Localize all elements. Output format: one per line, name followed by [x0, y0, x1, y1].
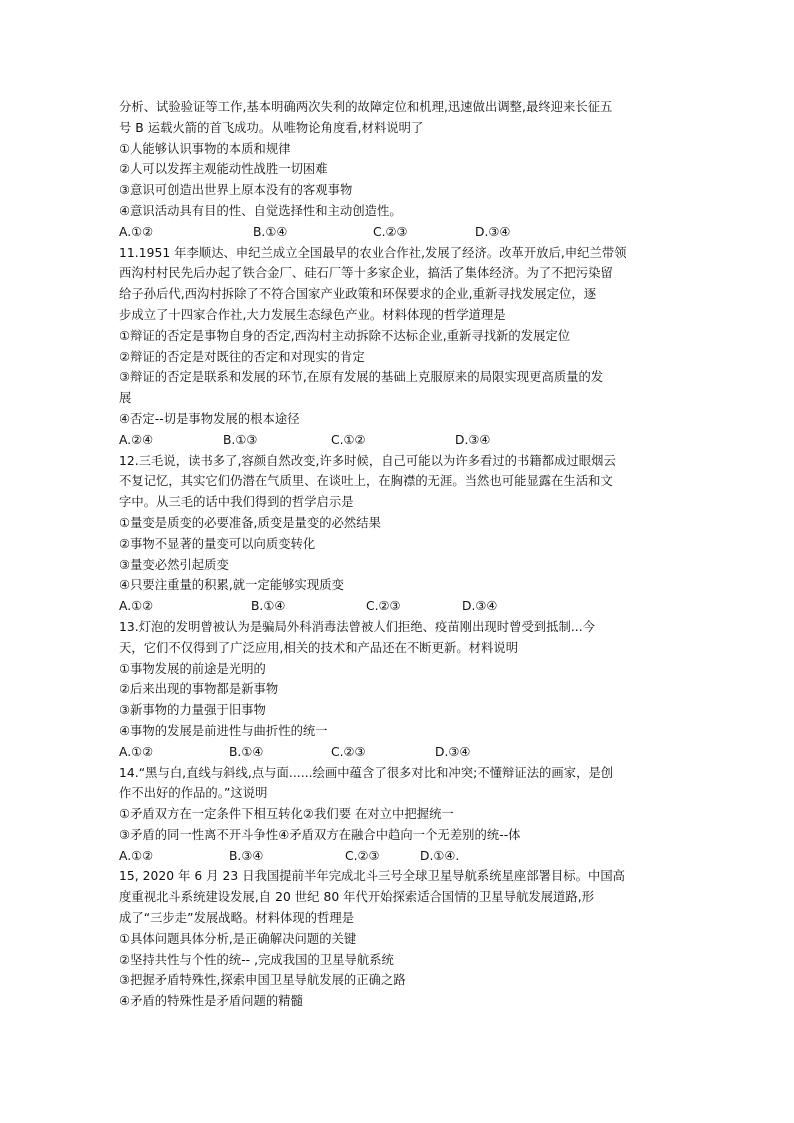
question-15-line-1: 15, 2020 年 6 月 23 日我国提前半年完成北斗三号全球卫星导航系统星座部署目标。中国高: [119, 869, 626, 884]
question-13-statement-3: ③新事物的力量强于旧事物: [119, 703, 266, 718]
question-13-line-1: 13.灯泡的发明曾被认为是骗局外科消毒法曾被人们拒绝、疫苗刚出现时曾受到抵制...今: [119, 619, 596, 634]
question-10-option-b: B.①④: [253, 224, 288, 239]
question-13-option-a: A.①②: [119, 744, 154, 759]
question-10-line-2: 号 B 运载火箭的首飞成功。从唯物论角度看,材料说明了: [119, 120, 424, 135]
question-10-statement-4: ④意识活动具有目的性、自觉选择性和主动创造性。: [119, 203, 402, 218]
question-11-line-1: 11.1951 年李顺达、申纪兰成立全国最早的农业合作社,发展了经济。改革开放后,申纪兰带领: [119, 245, 627, 260]
question-11-line-4: 步成立了十四家合作社,大力发展生态绿色产业。材料体现的哲学道理是: [119, 307, 506, 322]
question-12-statement-4: ④只要注重量的积累,就一定能够实现质变: [119, 578, 344, 593]
question-11-statement-3: ③辩证的否定是联系和发展的环节,在原有发展的基础上克服原来的局限实现更高质量的发: [119, 370, 604, 385]
question-list: [119, 97, 677, 1012]
question-15-statement-1: ①具体问题具体分析,是正确解决问题的关键: [119, 931, 357, 946]
question-11-line-2: 西沟村村民先后办起了铁合金厂、硅石厂等十多家企业，搞活了集体经济。为了不把污染留: [119, 266, 613, 281]
question-11-option-d: D.③④: [455, 432, 491, 447]
question-14-option-a: A.①②: [119, 848, 154, 863]
question-15-statement-2: ②坚持共性与个性的统-- ,完成我国的卫星导航系统: [119, 952, 394, 967]
question-14-option-c: C.②③: [345, 848, 380, 863]
question-11-statement-4: ④否定--切是事物发展的根本途径: [119, 411, 300, 426]
question-13-option-b: B.①④: [229, 744, 264, 759]
question-13: [119, 617, 677, 763]
question-14-option-b: B.③④: [229, 848, 264, 863]
question-12-statement-1: ①量变是质变的必要准备,质变是量变的必然结果: [119, 515, 381, 530]
question-11-option-b: B.①③: [223, 432, 258, 447]
question-13-line-2: 天，它们不仅得到了广泛应用,相关的技术和产品还在不断更新。材料说明: [119, 640, 519, 655]
question-13-statement-1: ①事物发展的前途是光明的: [119, 661, 266, 676]
question-12-line-1: 12.三毛说，读书多了,容颜自然改变,许多时候，自己可能以为许多看过的书籍都成过眼烟云: [119, 453, 616, 468]
question-12-options: [119, 596, 677, 617]
question-13-statement-2: ②后来出现的事物都是新事物: [119, 682, 279, 697]
question-15-line-3: 成了“三步走”发展战略。材料体现的哲理是: [119, 911, 355, 926]
question-11-options: [119, 430, 677, 451]
question-13-option-d: D.③④: [435, 744, 471, 759]
question-13-option-c: C.②③: [331, 744, 366, 759]
question-10-option-c: C.②③: [373, 224, 408, 239]
question-15-statement-4: ④矛盾的特殊性是矛盾问题的精髓: [119, 994, 303, 1009]
question-12-line-3: 字中。从三毛的话中我们得到的哲学启示是: [119, 495, 354, 510]
question-11-line-3: 给子孙后代,西沟村拆除了不符合国家产业政策和环保要求的企业,重新寻找发展定位，逐: [119, 287, 597, 302]
question-14-statements-3-4: ③矛盾的同一性离不开斗争性④矛盾双方在融合中趋向一个无差别的统--体: [119, 827, 521, 842]
question-11-statement-1: ①辩证的否定是事物自身的否定,西沟村主动拆除不达标企业,重新寻找新的发展定位: [119, 328, 571, 343]
question-11: [119, 243, 677, 451]
question-14-option-d: D.①④.: [420, 848, 460, 863]
question-15-statement-3: ③把握矛盾特殊性,探索申国卫星导航发展的正确之路: [119, 973, 406, 988]
question-11-option-c: C.①②: [331, 432, 366, 447]
question-14: [119, 763, 677, 867]
question-12-option-c: C.②③: [366, 599, 401, 614]
question-10: [119, 97, 677, 243]
question-15-line-2: 度重视北斗系统建设发展,自 20 世纪 80 年代开始探索适合国情的卫星导航发展道路,形: [119, 890, 595, 905]
question-13-statement-4: ④事物的发展是前进性与曲折性的统一: [119, 723, 328, 738]
question-11-statement-2: ②辩证的否定是对既往的否定和对现实的肯定: [119, 349, 365, 364]
question-13-options: [119, 742, 677, 763]
question-14-line-1: 14.“黑与白,直线与斜线,点与面......绘画中蕴含了很多对比和冲突;不懂辩证法的画家，是创: [119, 765, 614, 780]
question-12-statement-3: ③量变必然引起质变: [119, 557, 229, 572]
question-11-statement-3-cont: 展: [119, 391, 132, 406]
question-12-option-b: B.①④: [251, 599, 286, 614]
question-10-options: [119, 222, 677, 243]
question-10-option-a: A.①②: [119, 224, 154, 239]
question-12-option-a: A.①②: [119, 599, 154, 614]
question-10-line-1: 分析、试验验证等工作,基本明确两次失利的故障定位和机理,迅速做出调整,最终迎来长征五: [119, 100, 613, 114]
question-10-statement-1: ①人能够认识事物的本质和规律: [119, 141, 291, 156]
question-12-statement-2: ②事物不显著的量变可以向质变转化: [119, 536, 316, 551]
question-12: [119, 451, 677, 617]
question-10-statement-2: ②人可以发挥主观能动性战胜一切困难: [119, 162, 328, 177]
question-12-line-2: 不复记忆，其实它们仍潜在气质里、在谈吐上，在胸襟的无涯。当然也可能显露在生活和文: [119, 474, 613, 489]
question-14-line-2: 作不出好的作品的。”这说明: [119, 786, 268, 801]
question-10-option-d: D.③④: [475, 224, 511, 239]
question-14-options: [119, 846, 677, 867]
question-10-statement-3: ③意识可创造出世界上原本没有的客观事物: [119, 183, 353, 198]
question-14-statements-1-2: ①矛盾双方在一定条件下相互转化②我们要 在对立中把握统一: [119, 807, 454, 822]
question-15: [119, 866, 677, 1012]
question-12-option-d: D.③④: [462, 599, 498, 614]
question-11-option-a: A.②④: [119, 432, 154, 447]
